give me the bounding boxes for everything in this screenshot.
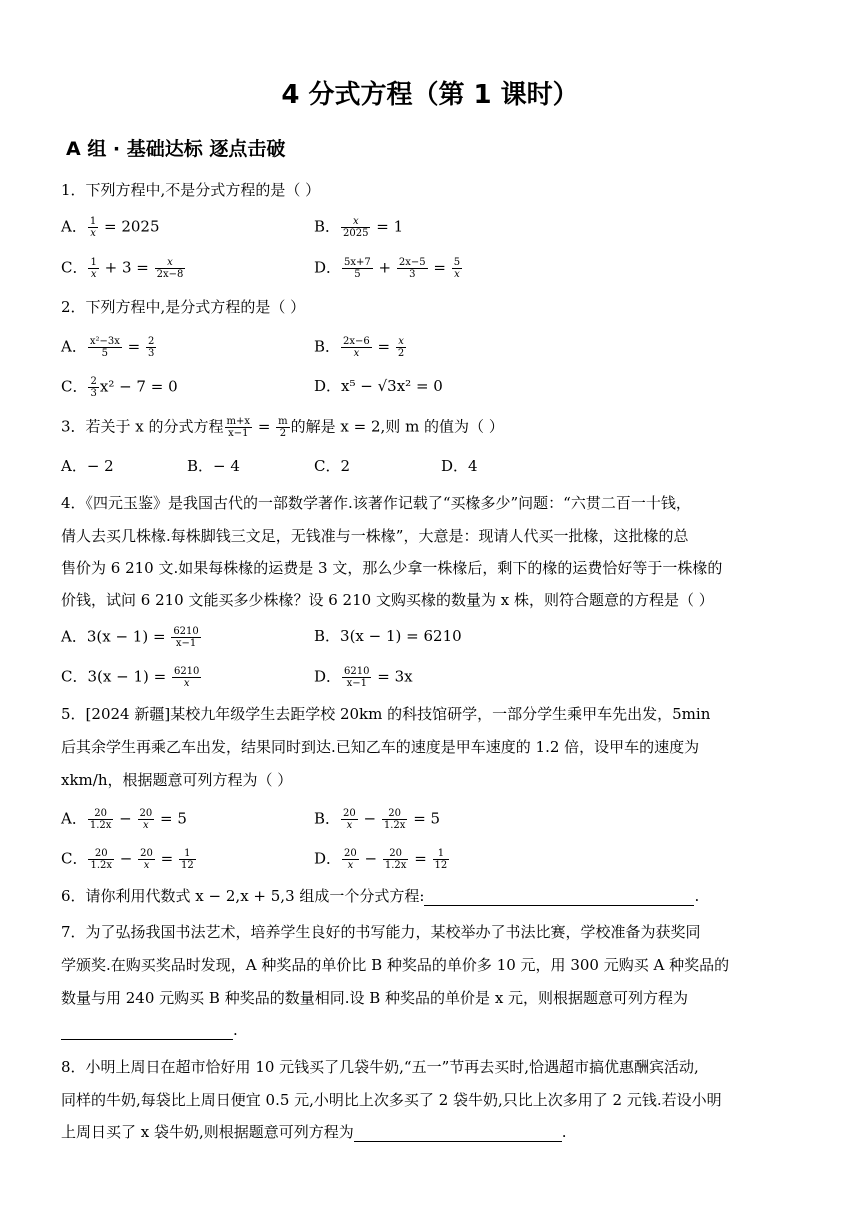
section-heading: A 组 · 基础达标 逐点击破 (66, 138, 286, 160)
q2-stem: 2．下列方程中,是分式方程的是（ ） (61, 298, 306, 316)
q8-line-1: 8．小明上周日在超市恰好用 10 元钱买了几袋牛奶,“五一”节再去买时,恰遇超市搞优惠酬宾活动, (61, 1058, 699, 1076)
q4-line-1: 4．《四元玉鉴》是我国古代的一部数学著作.该著作记载了“买椽多少”问题：“六贯二百一十钱， (61, 494, 691, 512)
q2-option-d[interactable]: D．x⁵ − √3x² = 0 (314, 377, 443, 395)
q7-line-1: 7．为了弘扬我国书法艺术，培养学生良好的书写能力，某校举办了书法比赛，学校准备为获奖同 (61, 923, 701, 941)
q7-answer-line: . (61, 1020, 238, 1040)
q5-line-1: 5．[2024 新疆]某校九年级学生去距学校 20km 的科技馆研学，一部分学生乘甲车先出发，5min (61, 705, 711, 723)
q4-option-b[interactable]: B．3(x − 1) = 6210 (314, 627, 462, 645)
q5-line-2: 后其余学生再乘乙车出发，结果同时到达.已知乙车的速度是甲车速度的 1.2 倍，设甲车的速度为 (61, 738, 700, 756)
q3-option-b[interactable]: B．− 4 (187, 457, 240, 475)
q5-line-3: xkm/h，根据题意可列方程为（ ） (61, 771, 293, 789)
q8-line-2: 同样的牛奶,每袋比上周日便宜 0.5 元,小明比上次多买了 2 袋牛奶,只比上次多用了 2 元钱.若设小明 (61, 1091, 722, 1109)
q5-option-a[interactable]: A． $\frac{20}{1.2x}$ − $\frac{20}{x}$ = 5 (61, 808, 187, 831)
q3-stem: 3．若关于 x 的分式方程 $\frac{m+x}{x-1}$ = $\frac{m}{2}$ 的解是 x = 2,则 m 的值为（ ） (61, 416, 504, 439)
q3-option-d[interactable]: D．4 (441, 457, 478, 475)
q7-line-3: 数量与用 240 元购买 B 种奖品的数量相同.设 B 种奖品的单价是 x 元，则根据题意可列方程为 (61, 989, 689, 1007)
q2-option-c[interactable]: C． $\frac{2}{3}$ x² − 7 = 0 (61, 376, 178, 399)
q8-answer-blank[interactable] (354, 1127, 562, 1142)
q4-line-4: 价钱，试问 6 210 文能买多少株椽？设 6 210 文购买椽的数量为 x 株，则符合题意的方程是（ ） (61, 591, 714, 609)
q4-option-c[interactable]: C．3(x − 1) = $\frac{6210}{x}$ (61, 666, 200, 689)
q4-line-2: 倩人去买几株椽.每株脚钱三文足，无钱准与一株椽”，大意是：现请人代买一批椽，这批椽的总 (61, 527, 689, 545)
q1-option-c[interactable]: C． $\frac{1}{x}$ + 3 = $\frac{x}{2x-8}$ (61, 257, 184, 280)
q4-option-d[interactable]: D． $\frac{6210}{x-1}$ = 3x (314, 666, 413, 689)
q3-option-c[interactable]: C．2 (314, 457, 351, 475)
q6-answer-blank[interactable] (424, 891, 694, 906)
q1-option-a[interactable]: A． $\frac{1}{x}$ = 2025 (61, 216, 160, 239)
q2-option-a[interactable]: A． $\frac{\text{x²−3x}}{5}$ = $\frac{2}{3}$ (61, 336, 155, 359)
q7-answer-blank[interactable] (61, 1025, 233, 1040)
q6-text: 6．请你利用代数式 x − 2,x + 5,3 组成一个分式方程: . (61, 887, 700, 905)
q8-line-3: 上周日买了 x 袋牛奶,则根据题意可列方程为 . (61, 1123, 567, 1141)
page-title: 4 分式方程（第 1 课时） (281, 80, 579, 110)
q1-option-d[interactable]: D． $\frac{5x+7}{5}$ + $\frac{2x-5}{3}$ = $\frac{5}{x}$ (314, 257, 461, 280)
q4-option-a[interactable]: A．3(x − 1) = $\frac{6210}{x-1}$ (61, 626, 199, 649)
q3-option-a[interactable]: A．− 2 (61, 457, 114, 475)
q5-option-d[interactable]: D． $\frac{20}{x}$ − $\frac{20}{1.2x}$ = $\frac{1}{12}$ (314, 848, 448, 871)
q5-option-b[interactable]: B． $\frac{20}{x}$ − $\frac{20}{1.2x}$ = 5 (314, 808, 441, 831)
q7-line-2: 学颁奖.在购买奖品时发现，A 种奖品的单价比 B 种奖品的单价多 10 元，用 300 元购买 A 种奖品的 (61, 956, 730, 974)
q1-stem: 1．下列方程中,不是分式方程的是（ ） (61, 181, 321, 199)
q5-option-c[interactable]: C． $\frac{20}{1.2x}$ − $\frac{20}{x}$ = $\frac{1}{12}$ (61, 848, 194, 871)
q2-option-b[interactable]: B． $\frac{2x-6}{x}$ = $\frac{x}{2}$ (314, 336, 405, 359)
q4-line-3: 售价为 6 210 文.如果每株椽的运费是 3 文，那么少拿一株椽后，剩下的椽的运费恰好等于一株椽的 (61, 559, 723, 577)
q1-option-b[interactable]: B． $\frac{x}{2025}$ = 1 (314, 216, 404, 239)
